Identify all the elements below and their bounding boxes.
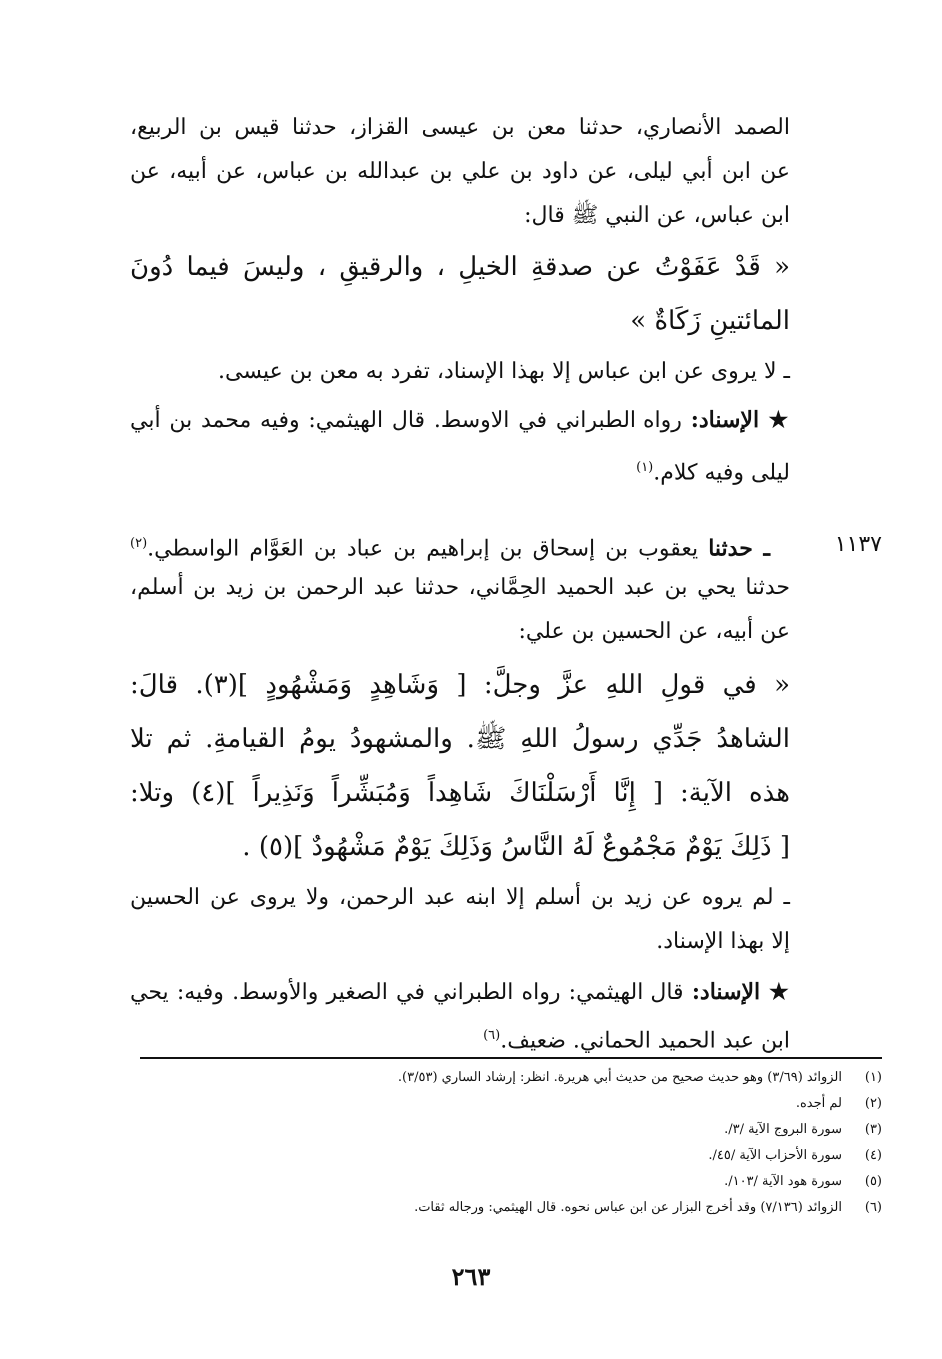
- footnote-text: الزوائد (٣/٦٩) وهو حديث صحيح من حديث أبي هريرة. انظر: إرشاد الساري (٣/٥٣).: [397, 1070, 842, 1085]
- footnote-text: سورة هود الآية /١٠٣/.: [724, 1174, 842, 1189]
- footnote-divider: [140, 1057, 882, 1059]
- narration-note: ـ لا يروى عن ابن عباس إلا بهذا الإسناد، تفرد به معن بن عيسى.: [218, 359, 790, 384]
- isnad-text: يعقوب بن إسحاق بن إبراهيم بن عباد بن العَوَّام الواسطي.: [147, 536, 699, 562]
- matn-line: هذه الآية: [ إِنَّا أَرْسَلْنَاكَ شَاهِداً وَمُبَشِّراً وَنَذِيراً ](٤) وتلا:: [130, 778, 790, 808]
- footnote: [232, 1198, 882, 1218]
- footnote: [232, 1172, 882, 1192]
- isnad-label: ★ الإسناد:: [691, 979, 791, 1005]
- hadith-number: ١١٣٧: [834, 532, 882, 557]
- footnote: [232, 1146, 882, 1166]
- footnote: [232, 1120, 882, 1140]
- footnote-mark: (٤): [864, 1148, 882, 1163]
- footnote-text: سورة البروج الآية /٣/.: [724, 1122, 842, 1137]
- matn-line: « في قولِ اللهِ عزَّ وجلَّ: [ وَشَاهِدٍ وَمَشْهُودٍ ](٣). قالَ:: [130, 670, 790, 700]
- footnote-mark: (٥): [864, 1174, 882, 1189]
- hadith-opening-line: [130, 524, 770, 569]
- isnad-line: ابن عباس، عن النبي ﷺ قال:: [524, 203, 790, 228]
- footnote-text: الزوائد (٧/١٣٦) وقد أخرج البزار عن ابن عباس نحوه. قال الهيثمي: ورجاله ثقات.: [414, 1200, 842, 1215]
- isnad-text: قال الهيثمي: رواه الطبراني في الصغير والأوسط. وفيه: يحي: [130, 980, 684, 1005]
- isnad-text: رواه الطبراني في الاوسط. قال الهيثمي: وفيه محمد بن أبي: [130, 408, 682, 433]
- narration-note: إلا بهذا الإسناد.: [656, 929, 790, 954]
- isnad-grading-cont: [130, 1016, 790, 1061]
- matn-line: المائتينِ زَكَاةٌ »: [630, 306, 790, 336]
- isnad-line: حدثنا يحي بن عبد الحميد الحِمَّاني، حدثنا عبد الرحمن بن زيد بن أسلم،: [130, 575, 790, 600]
- isnad-line: عن أبيه، عن الحسين بن علي:: [518, 619, 790, 644]
- footnote-text: لم أجده.: [795, 1096, 842, 1111]
- footnote: [232, 1068, 882, 1088]
- isnad-grading-cont: [130, 448, 790, 493]
- footnote-mark: (٣): [864, 1122, 882, 1137]
- matn-line: الشاهدُ جَدِّي رسولُ اللهِ ﷺ. والمشهودُ يومُ القيامةِ. ثم تلا: [130, 724, 790, 754]
- footnote-ref: (٢): [130, 536, 148, 551]
- footnote: [232, 1094, 882, 1114]
- page-number: ٢٦٣: [451, 1262, 491, 1291]
- isnad-grading: [130, 400, 790, 441]
- isnad-text: ليلى وفيه كلام.: [653, 460, 790, 486]
- footnote-mark: (١): [864, 1070, 882, 1085]
- footnote-mark: (٢): [864, 1096, 882, 1111]
- footnote-text: سورة الأحزاب الآية /٤٥/.: [708, 1148, 842, 1163]
- matn-line: « قَدْ عَفَوْتُ عن صدقةِ الخيلِ ، والرقيقِ ، وليسَ فيما دُونَ: [130, 252, 790, 282]
- isnad-line: عن ابن أبي ليلى، عن داود بن علي بن عبدالله بن عباس، عن أبيه، عن: [130, 159, 790, 184]
- isnad-line: الصمد الأنصاري، حدثنا معن بن عيسى القزاز، حدثنا قيس بن الربيع،: [130, 115, 790, 140]
- footnote-ref: (١): [636, 460, 654, 475]
- isnad-text: ابن عبد الحميد الحماني. ضعيف.: [500, 1028, 790, 1054]
- footnote-ref: (٦): [483, 1028, 501, 1043]
- footnote-mark: (٦): [864, 1200, 882, 1215]
- isnad-grading: [130, 972, 790, 1013]
- hadith-opening: ـ حدثنا: [708, 535, 770, 562]
- isnad-label: ★ الإسناد:: [690, 407, 790, 433]
- narration-note: ـ لم يروه عن زيد بن أسلم إلا ابنه عبد الرحمن، ولا يروى عن الحسين: [130, 885, 790, 910]
- matn-line: [ ذَلِكَ يَوْمٌ مَجْمُوعٌ لَهُ النَّاسُ وَذَلِكَ يَوْمٌ مَشْهُودٌ ](٥) .: [242, 832, 790, 862]
